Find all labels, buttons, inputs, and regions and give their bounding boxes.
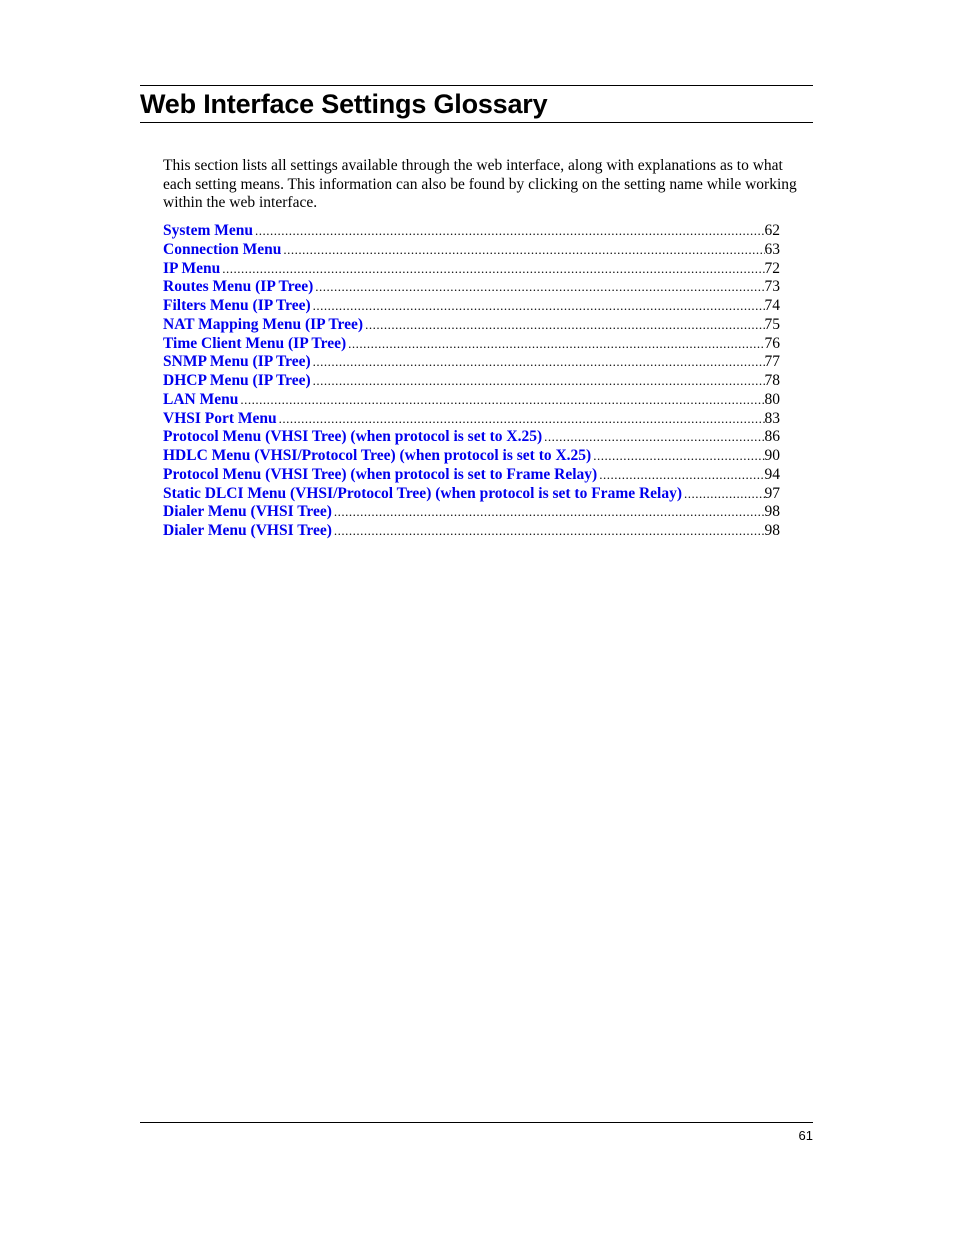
toc-link[interactable]: Routes Menu (IP Tree) xyxy=(163,278,314,296)
toc-link[interactable]: System Menu xyxy=(163,222,253,239)
toc-page-number: 83 xyxy=(764,409,780,427)
toc-entry xyxy=(163,447,780,466)
toc-entry xyxy=(163,503,780,522)
toc-leader-dots xyxy=(277,410,765,429)
toc-link[interactable]: VHSI Port Menu xyxy=(163,409,277,427)
toc-leader-dots xyxy=(682,485,764,504)
toc-link[interactable]: DHCP Menu (IP Tree) xyxy=(163,372,311,389)
toc-page-number: 75 xyxy=(764,315,780,333)
toc-entry xyxy=(163,466,780,485)
toc-entry xyxy=(163,485,780,504)
toc-page-number: 94 xyxy=(764,465,780,483)
table-of-contents xyxy=(163,222,780,541)
toc-entry xyxy=(163,372,780,391)
toc-link[interactable]: Protocol Menu (VHSI Tree) (when protocol is set to X.25) xyxy=(163,428,543,446)
toc-entry xyxy=(163,391,780,410)
toc-page-number: 72 xyxy=(764,259,780,277)
toc-entry xyxy=(163,278,780,297)
toc-entry xyxy=(163,410,780,429)
toc-leader-dots xyxy=(597,466,764,485)
intro-paragraph: This section lists all settings available through the web interface, along with explanations as to what each setting means. This information can also be found by clicking on the setting name while working within the web interface. xyxy=(163,157,797,212)
toc-leader-dots xyxy=(220,260,764,279)
toc-entry xyxy=(163,353,780,372)
toc-entry xyxy=(163,241,780,260)
toc-leader-dots xyxy=(542,428,764,447)
toc-page-number: 62 xyxy=(764,222,780,239)
footer-divider xyxy=(140,1122,813,1123)
toc-entry xyxy=(163,316,780,335)
toc-link[interactable]: Filters Menu (IP Tree) xyxy=(163,297,311,314)
toc-link[interactable]: Static DLCI Menu (VHSI/Protocol Tree) (when protocol is set to Frame Relay) xyxy=(163,484,683,502)
toc-page-number: 77 xyxy=(764,353,780,371)
page-title: Web Interface Settings Glossary xyxy=(140,89,548,119)
toc-link[interactable]: Dialer Menu (VHSI Tree) xyxy=(163,522,332,539)
toc-page-number: 80 xyxy=(764,390,780,408)
toc-entry xyxy=(163,222,780,241)
toc-entry xyxy=(163,522,780,541)
toc-page-number: 90 xyxy=(764,447,780,464)
toc-link[interactable]: Time Client Menu (IP Tree) xyxy=(163,334,347,352)
toc-leader-dots xyxy=(281,241,764,260)
toc-link[interactable]: LAN Menu xyxy=(163,390,239,408)
toc-link[interactable]: IP Menu xyxy=(163,259,221,277)
toc-link[interactable]: NAT Mapping Menu (IP Tree) xyxy=(163,315,364,333)
toc-page-number: 74 xyxy=(764,297,780,314)
toc-leader-dots xyxy=(313,278,764,297)
toc-leader-dots xyxy=(346,335,764,354)
toc-leader-dots xyxy=(238,391,764,410)
toc-entry xyxy=(163,428,780,447)
toc-page-number: 98 xyxy=(764,522,780,539)
toc-link[interactable]: Connection Menu xyxy=(163,240,282,258)
toc-page-number: 73 xyxy=(764,278,780,296)
toc-page-number: 63 xyxy=(764,240,780,258)
toc-leader-dots xyxy=(332,522,765,541)
page-number: 61 xyxy=(798,1128,813,1143)
toc-leader-dots xyxy=(311,353,765,372)
page-header xyxy=(140,85,813,123)
toc-leader-dots xyxy=(253,222,765,241)
toc-leader-dots xyxy=(363,316,764,335)
toc-entry xyxy=(163,335,780,354)
toc-leader-dots xyxy=(332,503,765,522)
toc-leader-dots xyxy=(311,372,765,391)
toc-link[interactable]: Dialer Menu (VHSI Tree) xyxy=(163,503,332,521)
toc-page-number: 97 xyxy=(764,484,780,502)
toc-link[interactable]: SNMP Menu (IP Tree) xyxy=(163,353,311,371)
toc-entry xyxy=(163,297,780,316)
toc-page-number: 86 xyxy=(764,428,780,446)
toc-leader-dots xyxy=(591,447,764,466)
toc-entry xyxy=(163,260,780,279)
toc-link[interactable]: Protocol Menu (VHSI Tree) (when protocol is set to Frame Relay) xyxy=(163,465,598,483)
toc-link[interactable]: HDLC Menu (VHSI/Protocol Tree) (when protocol is set to X.25) xyxy=(163,447,592,464)
toc-page-number: 98 xyxy=(764,503,780,521)
toc-page-number: 76 xyxy=(764,334,780,352)
toc-page-number: 78 xyxy=(764,372,780,389)
toc-leader-dots xyxy=(311,297,765,316)
